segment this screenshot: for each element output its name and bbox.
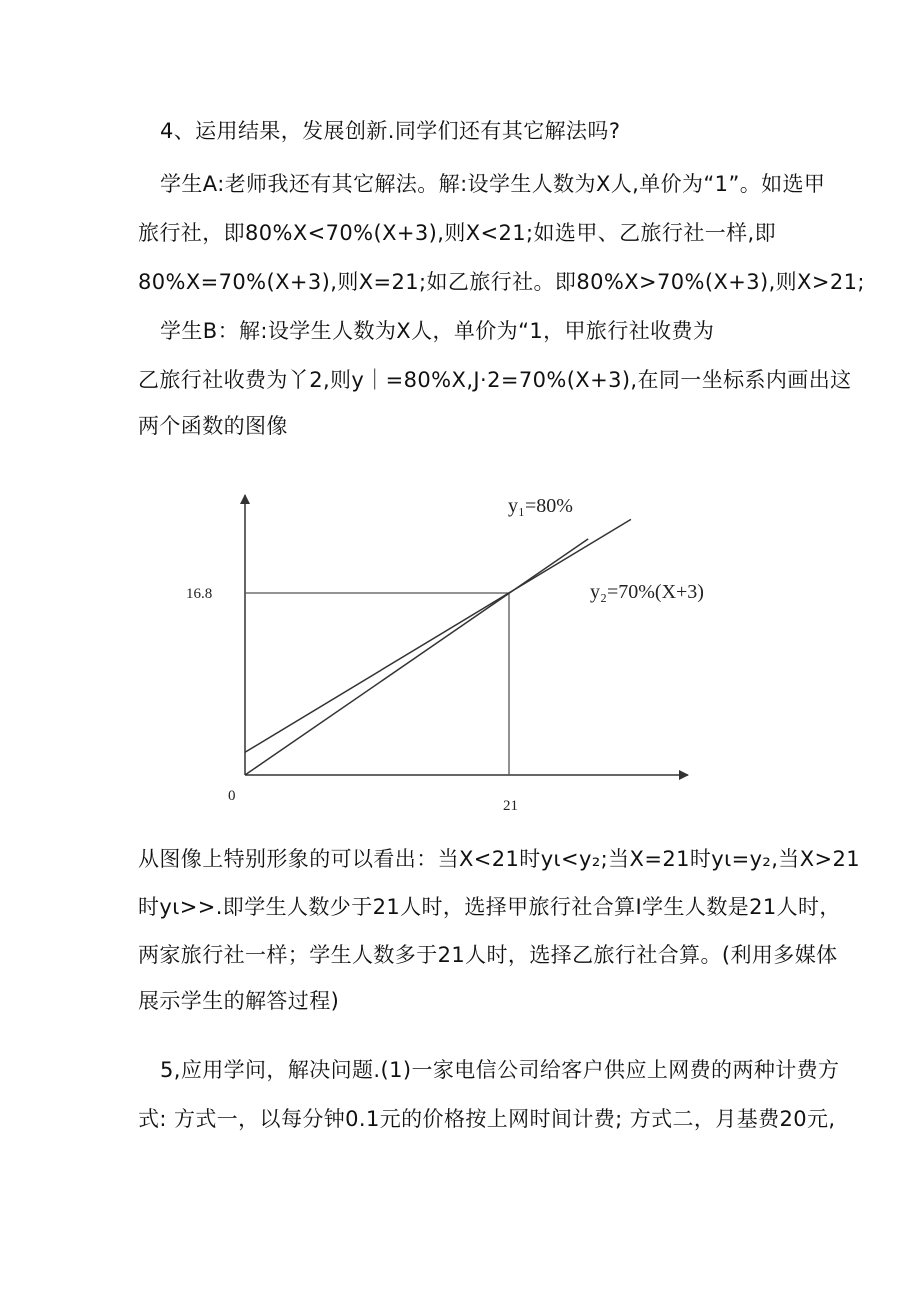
- origin-label: 0: [228, 788, 236, 804]
- conclusion-line-2: 时yι>>.即学生人数少于21人时，选择甲旅行社合算I学生人数是21人时，: [138, 895, 841, 919]
- y1-line: [245, 539, 588, 775]
- student-a-line-1: 学生A:老师我还有其它解法。解:设学生人数为X人,单价为“1”。如选甲: [160, 172, 826, 196]
- student-a-line-2: 旅行社，即80%X<70%(X+3),则X<21;如选甲、乙旅行社一样,即: [138, 221, 776, 245]
- conclusion-line-4: 展示学生的解答过程): [138, 989, 340, 1013]
- student-b-line-1: 学生B：解:设学生人数为X人，单价为“1，甲旅行社收费为: [160, 319, 715, 343]
- section5-line-2: 式: 方式一，以每分钟0.1元的价格按上网时间计费; 方式二，月基费20元,: [138, 1107, 836, 1131]
- function-graph: [0, 480, 920, 820]
- section4-heading: 4、运用结果，发展创新.同学们还有其它解法吗?: [160, 119, 621, 143]
- student-a-line-3: 80%X=70%(X+3),则X=21;如乙旅行社。即80%X>70%(X+3),则X>21;: [138, 270, 865, 294]
- conclusion-line-3: 两家旅行社一样；学生人数多于21人时，选择乙旅行社合算。(利用多媒体: [138, 943, 838, 967]
- x-tick-label: 21: [503, 798, 518, 814]
- student-b-line-3: 两个函数的图像: [138, 414, 288, 438]
- y1-label: y₁=80%: [508, 495, 573, 517]
- y2-label: y₂=70%(X+3): [590, 581, 704, 603]
- y-tick-label: 16.8: [186, 586, 213, 602]
- section5-line-1: 5,应用学问，解决问题.(1)一家电信公司给客户供应上网费的两种计费方: [160, 1058, 840, 1082]
- student-b-line-2: 乙旅行社收费为丫2,则y｜=80%X,J·2=70%(X+3),在同一坐标系内画出这: [138, 368, 852, 392]
- conclusion-line-1: 从图像上特别形象的可以看出：当X<21时yι<y₂;当X=21时yι=y₂,当X>21: [138, 847, 861, 871]
- y2-line: [245, 519, 631, 752]
